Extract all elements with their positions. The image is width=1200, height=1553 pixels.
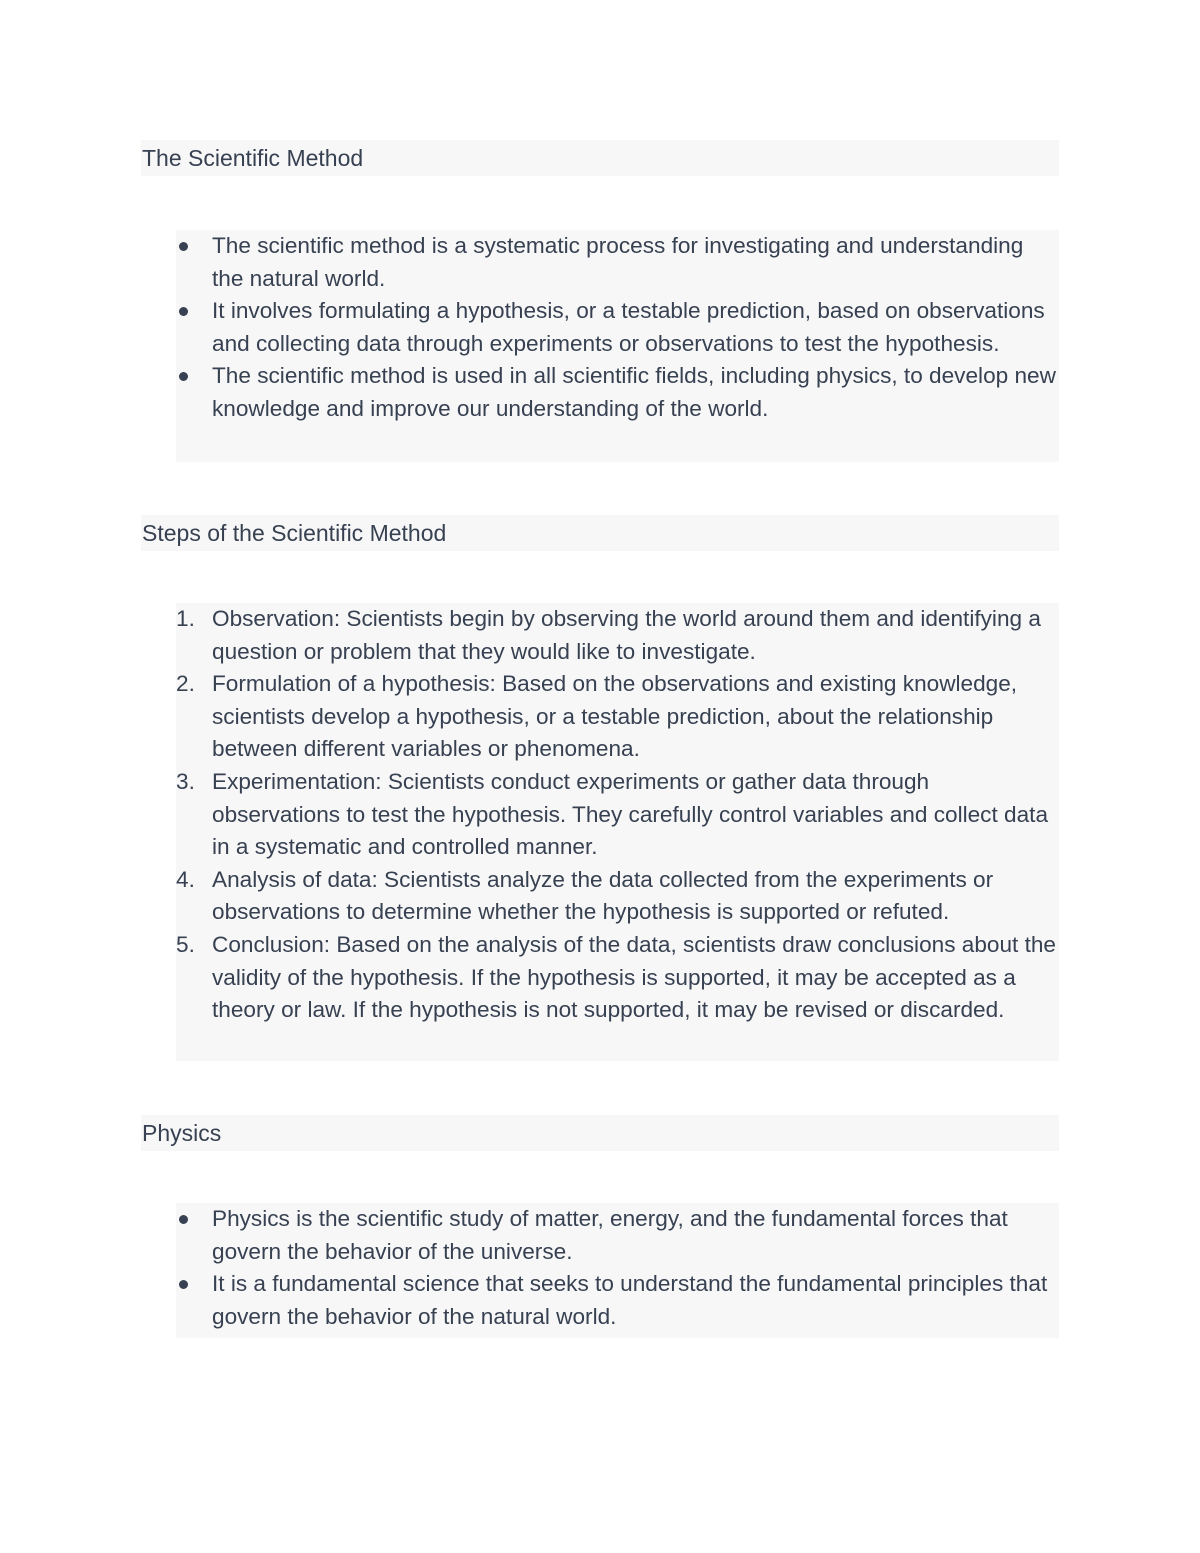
numbered-list-steps bbox=[176, 603, 1059, 1061]
bullet-icon bbox=[179, 1280, 188, 1289]
list-item-text: Conclusion: Based on the analysis of the data, scientists draw conclusions about the validity of the hypothesis. If the hypothesis is supported, it may be accepted as a theory or law. If the hypothesis is not supported, it may be revised or discarded. bbox=[212, 931, 1057, 1023]
list-item bbox=[176, 603, 1059, 668]
list-item-text: It is a fundamental science that seeks to understand the fundamental principles that govern the behavior of the natural world. bbox=[212, 1271, 1048, 1329]
list-item bbox=[176, 230, 1059, 295]
bullet-icon bbox=[179, 372, 188, 381]
bullet-list-physics bbox=[176, 1203, 1059, 1338]
bullet-icon bbox=[179, 242, 188, 251]
list-item-number: 3. bbox=[176, 768, 195, 794]
list-item-number: 5. bbox=[176, 931, 195, 957]
list-item bbox=[176, 864, 1059, 929]
list-item-text: Analysis of data: Scientists analyze the data collected from the experiments or observations to determine whether the hypothesis is supported or refuted. bbox=[212, 866, 994, 925]
list-item bbox=[176, 668, 1059, 766]
list-item-text: The scientific method is used in all scientific fields, including physics, to develop new knowledge and improve our understanding of the world. bbox=[212, 363, 1056, 421]
list-item-text: The scientific method is a systematic process for investigating and understanding the natural world. bbox=[212, 233, 1024, 291]
list-item-text: Experimentation: Scientists conduct experiments or gather data through observations to test the hypothesis. They carefully control variables and collect data in a systematic and controlled manner. bbox=[212, 768, 1049, 860]
bullet-icon bbox=[179, 307, 188, 316]
list-item bbox=[176, 1203, 1059, 1268]
section-heading-scientific-method: The Scientific Method bbox=[141, 140, 1059, 176]
list-item bbox=[176, 1268, 1059, 1333]
list-item-number: 1. bbox=[176, 606, 195, 631]
list-item-text: It involves formulating a hypothesis, or a testable prediction, based on observations and collecting data through experiments or observations to test the hypothesis. bbox=[212, 298, 1045, 356]
list-item bbox=[176, 929, 1059, 1027]
list-item bbox=[176, 295, 1059, 360]
section-heading-steps: Steps of the Scientific Method bbox=[141, 515, 1059, 551]
list-item bbox=[176, 766, 1059, 864]
section-heading-physics: Physics bbox=[141, 1115, 1059, 1151]
bullet-list-scientific-method bbox=[176, 230, 1059, 462]
list-item-text: Formulation of a hypothesis: Based on the observations and existing knowledge, scientists develop a hypothesis, or a testable prediction, about the relationship between different variables or phenomena. bbox=[212, 671, 1018, 762]
list-item-number: 2. bbox=[176, 671, 195, 697]
list-item-text: Physics is the scientific study of matter, energy, and the fundamental forces that govern the behavior of the universe. bbox=[212, 1206, 1008, 1264]
list-item bbox=[176, 360, 1059, 425]
bullet-icon bbox=[179, 1215, 188, 1224]
list-item-number: 4. bbox=[176, 866, 195, 892]
list-item-text: Observation: Scientists begin by observing the world around them and identifying a question or problem that they would like to investigate. bbox=[212, 606, 1041, 664]
